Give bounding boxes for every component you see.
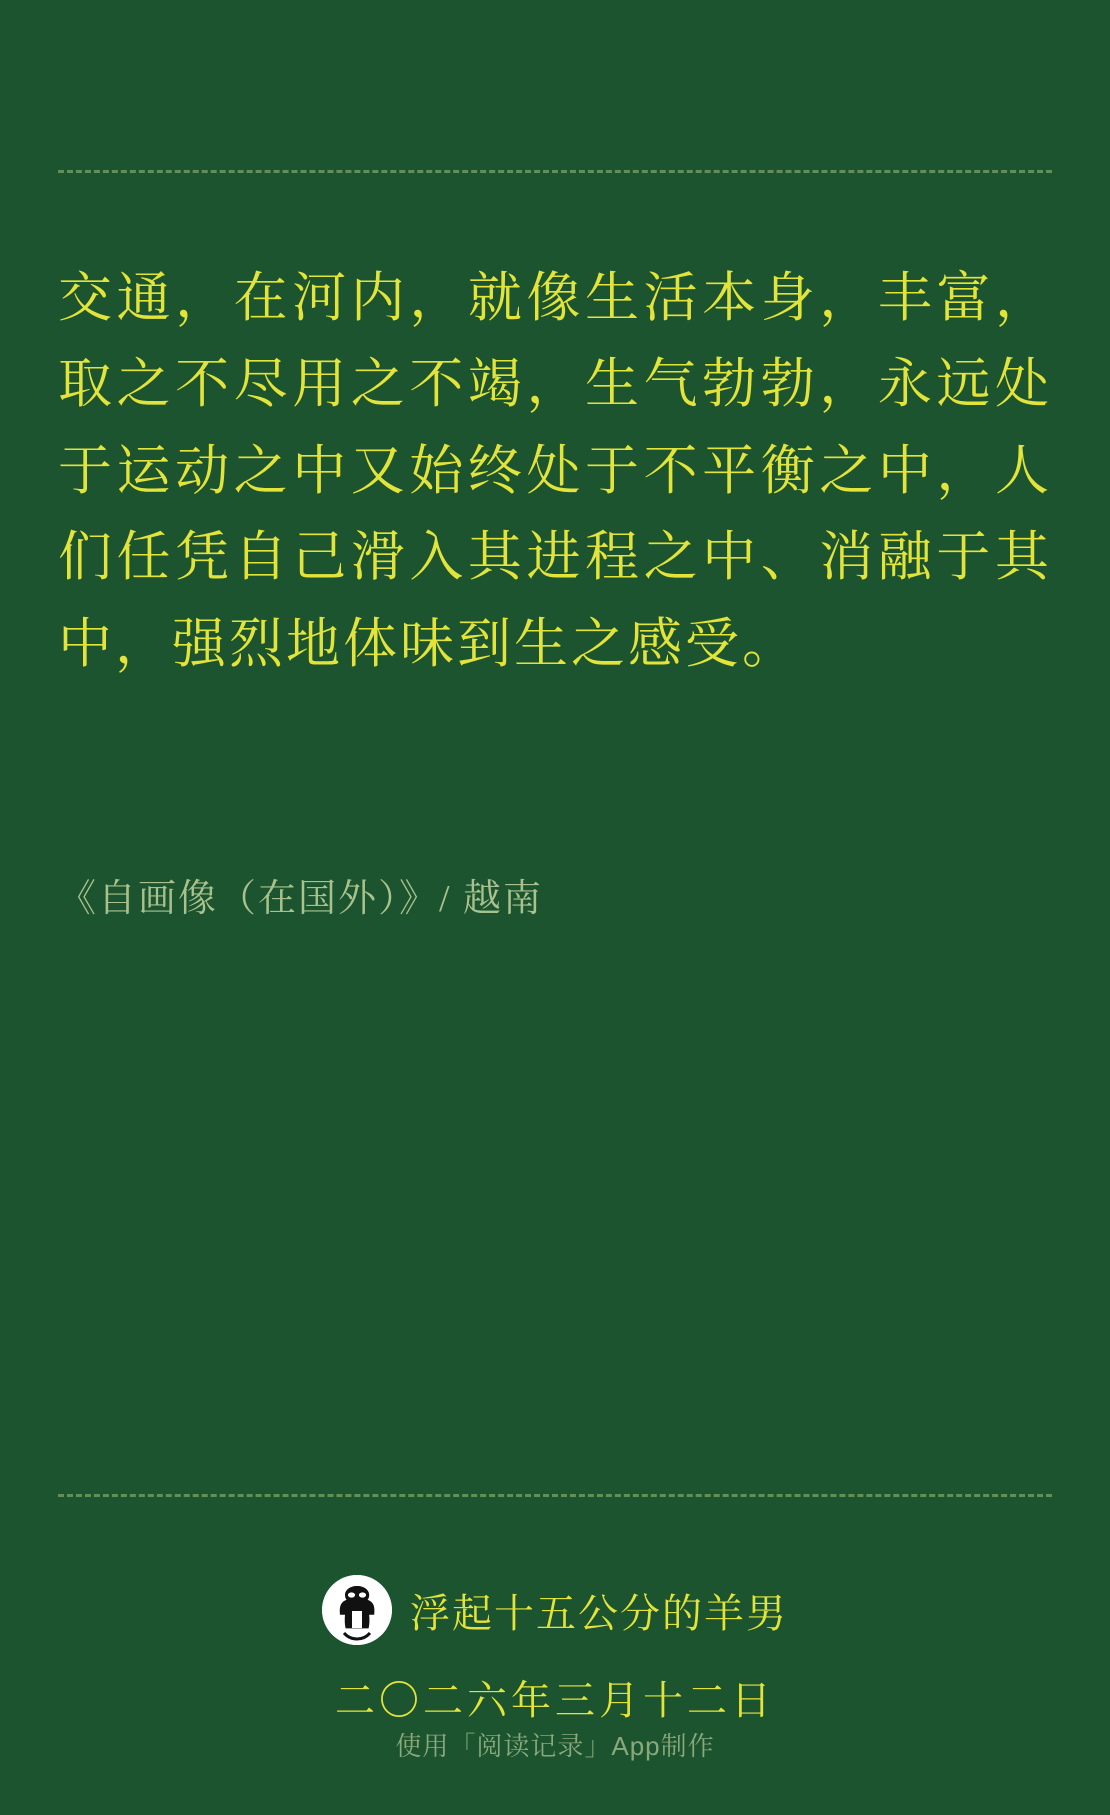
- app-note: 使用「阅读记录」App制作: [395, 1731, 715, 1761]
- author-row: [58, 1575, 1052, 1645]
- quote-text: 交通，在河内，就像生活本身，丰富，取之不尽用之不竭，生气勃勃，永远处于运动之中又始终处于不平衡之中，人们任凭自己滑入其进程之中、消融于其中，强烈地体味到生之感受。: [58, 268, 1052, 674]
- author-name: 浮起十五公分的羊男: [410, 1590, 788, 1636]
- quote-source: 《自画像（在国外）》/ 越南: [58, 877, 544, 920]
- footer-date: 二〇二六年三月十二日: [335, 1678, 775, 1723]
- spacer: [58, 922, 1052, 1494]
- avatar-icon: [322, 1575, 392, 1645]
- divider-top: [58, 170, 1052, 173]
- divider-bottom: [58, 1494, 1052, 1497]
- footer-block: [58, 1497, 1052, 1726]
